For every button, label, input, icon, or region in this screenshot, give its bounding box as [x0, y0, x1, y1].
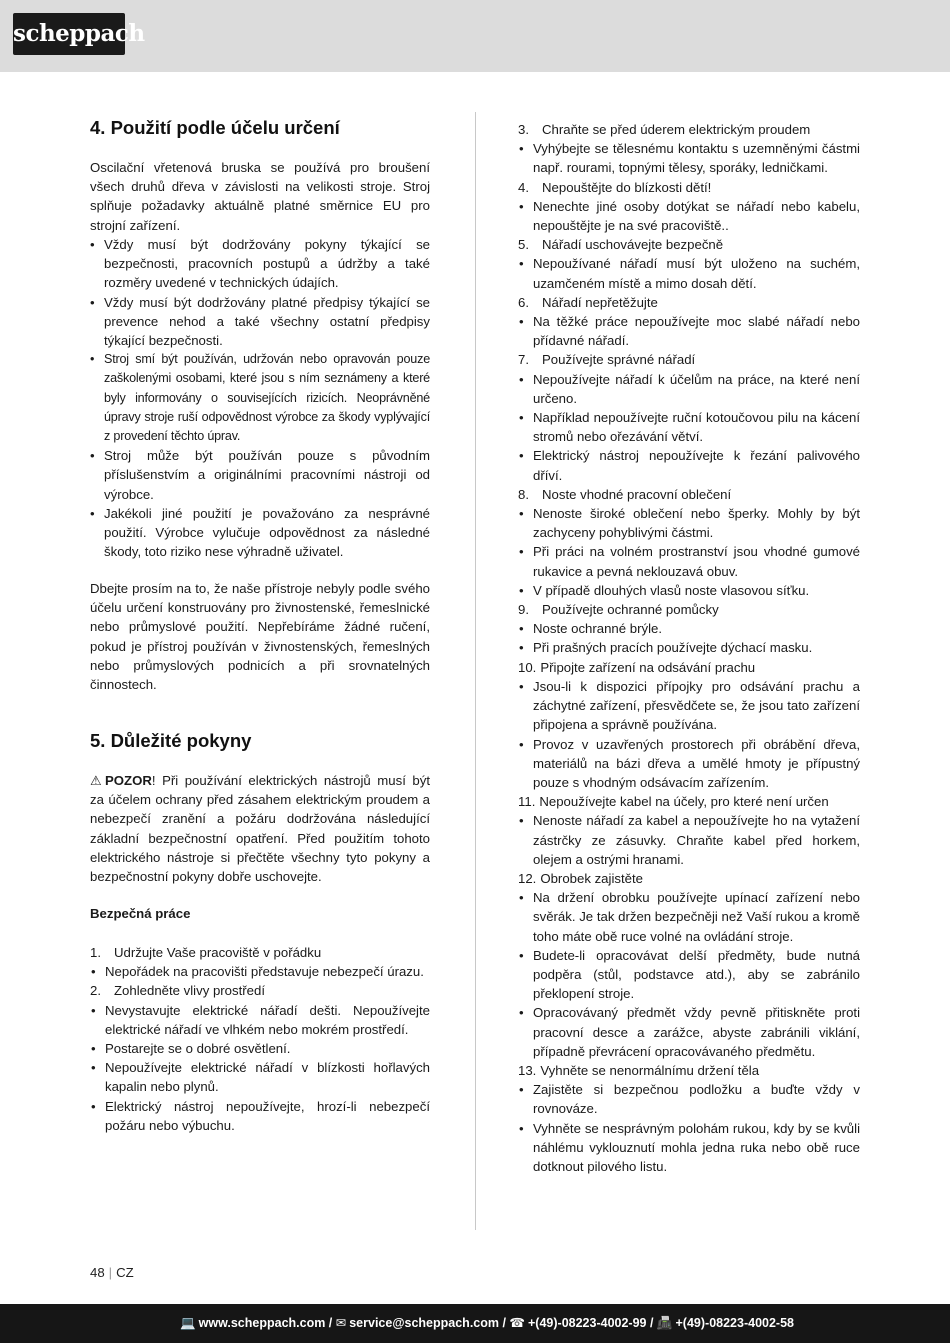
item-text: Nepouštějte do blízkosti dětí! — [542, 179, 712, 195]
fax-number: +(49)-08223-4002-58 — [675, 1316, 794, 1330]
list-item: • Nenoste nářadí za kabel a nepoužívejte ho na vytažení zástrčky ze zásuvky. Chraňte kabel před horkem, olejem a ostrými hranami. — [518, 811, 860, 869]
section-5-title: 5. Důležité pokyny — [90, 730, 252, 751]
list-item: • Na držení obrobku používejte upínací zařízení nebo svěrák. Je tak držen bezpečněji než Vaší rukou a kromě toho máte obě ruce volné na ovládání stroje. — [518, 888, 860, 946]
item-number: 6. — [518, 294, 529, 310]
list-item: • Například nepoužívejte ruční kotoučovou pilu na kácení stromů nebo ořezávání větví. — [518, 408, 860, 446]
numbered-heading — [518, 792, 860, 811]
item-number: 13. — [518, 1062, 537, 1078]
separator: / — [646, 1316, 657, 1330]
phone-number: +(49)-08223-4002-99 — [528, 1316, 647, 1330]
laptop-icon: 💻 — [180, 1316, 196, 1330]
list-item: • Nevystavujte elektrické nářadí dešti. Nepoužívejte elektrické nářadí ve vlhkém nebo mokrém prostředí. — [90, 1001, 430, 1039]
item-text: Používejte správné nářadí — [542, 352, 696, 368]
safety-list-right — [518, 120, 860, 1176]
numbered-heading — [518, 485, 860, 504]
email-link[interactable]: service@scheppach.com — [349, 1316, 499, 1330]
section-4-closing: Dbejte prosím na to, že naše přístroje nebyly podle svého účelu určení konstruovány pro živnostenské, řemeslnické nebo průmyslové použití. Nepřebíráme žádné ručení, pokud je přístroj používán v živnostenských, řemeslných nebo průmyslových podnicích a při srovnatelných činnostech. — [90, 581, 430, 693]
item-text: Nepoužívejte kabel na účely, pro které není určen — [539, 794, 829, 810]
section-4-intro: Oscilační vřetenová bruska se používá pro broušení všech druhů dřeva v závislosti na velikosti stroje. Stroj splňuje požadavky aktuálně platné směrnice EU pro strojní zařízení. — [90, 160, 430, 233]
item-text: Udržujte Vaše pracoviště v pořádku — [114, 945, 322, 960]
list-item: • Při práci na volném prostranství jsou vhodné gumové rukavice a pevná neklouzavá obuv. — [518, 542, 860, 580]
item-text: Nářadí nepřetěžujte — [542, 294, 658, 310]
list-item: • Budete-li opracovávat delší předměty, bude nutná podpěra (stůl, podstavce atd.), aby se zabránilo překlopení stroje. — [518, 946, 860, 1004]
warning-label: POZOR — [105, 773, 152, 788]
list-item: • Jsou-li k dispozici přípojky pro odsávání prachu a záchytné zařízení, přesvědčete se, že jsou tato zařízení připojena a správně používána. — [518, 677, 860, 735]
warning-text: ! Při používání elektrických nástrojů musí být za účelem ochrany před zásahem elektrickým proudem a nebezpečí zranění a požáru dodržována následující základní bezpečnostní opatření. Před použitím tohoto elektrického nástroje si přečtěte všechny tyto pokyny a bezpečnostní pokyny dobře uschovejte. — [90, 773, 430, 885]
numbered-heading — [518, 120, 860, 139]
scheppach-logo: scheppach — [13, 13, 125, 55]
list-item: • Stroj smí být používán, udržován nebo opravován pouze zaškolenými osobami, které jsou s ním seznámeny a které byly informovány o souvisejících rizicích. Neoprávněné úpravy stroje ruší odpovědnost výrobce za škody vyplývající z provedení těchto úprav. — [90, 350, 430, 446]
envelope-icon: ✉ — [335, 1316, 347, 1330]
header-band — [0, 0, 950, 72]
list-item: • Opracovávaný předmět vždy pevně přitiskněte proti pracovní desce a zarážce, abyste zabránili viklání, případně převrácení opracovávaného předmětu. — [518, 1003, 860, 1061]
item-text: Zohledněte vlivy prostředí — [114, 983, 265, 999]
item-number: 9. — [518, 602, 529, 618]
numbered-heading — [518, 350, 860, 369]
list-item: • Nepoužívejte nářadí k účelům na práce, na které není určeno. — [518, 370, 860, 408]
phone-icon: ☎ — [509, 1316, 525, 1330]
numbered-heading — [90, 943, 430, 962]
item-number: 5. — [518, 237, 529, 253]
item-number: 12. — [518, 870, 537, 886]
list-item: • Vyhýbejte se tělesnému kontaktu s uzemněnými částmi např. rourami, topnými tělesy, sporáky, ledničkami. — [518, 139, 860, 177]
list-item: • Noste ochranné brýle. — [518, 619, 860, 638]
bezpecna-prace-heading: Bezpečná práce — [90, 906, 191, 921]
list-item: • Elektrický nástroj nepoužívejte, hrozí-li nebezpečí požáru nebo výbuchu. — [90, 1097, 430, 1135]
list-item: • Při prašných pracích používejte dýchací masku. — [518, 638, 860, 657]
item-number: 11. — [518, 794, 536, 810]
numbered-heading — [518, 1061, 860, 1080]
section-4-bullets — [90, 235, 430, 561]
list-item: • Postarejte se o dobré osvětlení. — [90, 1039, 430, 1058]
list-item: • Elektrický nástroj nepoužívejte k řezání palivového dříví. — [518, 446, 860, 484]
item-number: 8. — [518, 486, 529, 502]
page-number — [90, 1265, 134, 1280]
item-text: Vyhněte se nenormálnímu držení těla — [540, 1062, 760, 1078]
item-text: Používejte ochranné pomůcky — [542, 602, 719, 618]
list-item: • V případě dlouhých vlasů noste vlasovou síťku. — [518, 581, 860, 600]
list-item: • Provoz v uzavřených prostorech při obrábění dřeva, materiálů na bázi dřeva a umělé hmoty je přípustný pouze s vhodným odsávacím zařízením. — [518, 735, 860, 793]
item-text: Obrobek zajistěte — [540, 870, 643, 886]
numbered-heading — [90, 981, 430, 1000]
list-item: • Vyhněte se nesprávným polohám rukou, kdy by se kvůli náhlému vyklouznutí mohla jedna ruka nebo obě ruce dotknout pilového listu. — [518, 1119, 860, 1177]
list-item: • Zajistěte si bezpečnou podložku a buďte vždy v rovnováze. — [518, 1080, 860, 1118]
numbered-heading — [518, 869, 860, 888]
website-link[interactable]: www.scheppach.com — [198, 1316, 326, 1330]
list-item: • Stroj může být používán pouze s původním příslušenstvím a originálními pracovními nástroji od výrobce. — [90, 446, 430, 504]
numbered-heading — [518, 293, 860, 312]
list-item: • Nenoste široké oblečení nebo šperky. Mohly by být zachyceny pohyblivými částmi. — [518, 504, 860, 542]
separator: / — [499, 1316, 510, 1330]
warning-paragraph — [90, 771, 430, 886]
safety-list-left — [90, 943, 430, 1135]
item-text: Připojte zařízení na odsávání prachu — [540, 659, 756, 675]
numbered-heading — [518, 600, 860, 619]
contact-bar — [0, 1304, 950, 1343]
list-item: • Nepoužívané nářadí musí být uloženo na suchém, uzamčeném místě a mimo dosah dětí. — [518, 254, 860, 292]
fax-icon: 📠 — [656, 1316, 673, 1330]
numbered-heading — [518, 658, 860, 677]
item-number: 3. — [518, 122, 529, 137]
item-number: 10. — [518, 659, 537, 675]
list-item: • Na těžké práce nepoužívejte moc slabé nářadí nebo přídavné nářadí. — [518, 312, 860, 350]
list-item: • Nenechte jiné osoby dotýkat se nářadí nebo kabelu, nepouštějte je na své pracoviště.. — [518, 197, 860, 235]
item-number: 1. — [90, 945, 101, 960]
item-number: 4. — [518, 179, 529, 195]
page-number-value: 48 — [90, 1265, 105, 1280]
list-item: • Nepořádek na pracovišti představuje nebezpečí úrazu. — [90, 962, 430, 981]
list-item: • Vždy musí být dodržovány platné předpisy týkající se prevence nehod a také všechny ostatní předpisy týkající bezpečnosti. — [90, 293, 430, 351]
item-text: Chraňte se před úderem elektrickým proudem — [542, 122, 811, 137]
column-divider — [475, 112, 476, 1230]
list-item: • Vždy musí být dodržovány pokyny týkající se bezpečnosti, pracovních postupů a údržby a také rozměry uvedené v technických údajích. — [90, 235, 430, 293]
separator: / — [325, 1316, 336, 1330]
page-separator: | — [108, 1265, 113, 1280]
list-item: • Jakékoli jiné použití je považováno za nesprávné použití. Výrobce vylučuje odpovědnost za následné škody, toto riziko nese výhradně uživatel. — [90, 504, 430, 562]
item-number: 2. — [90, 983, 101, 999]
numbered-heading — [518, 178, 860, 197]
page-language: CZ — [116, 1265, 134, 1280]
item-text: Nářadí uschovávejte bezpečně — [542, 237, 724, 253]
numbered-heading — [518, 235, 860, 254]
item-text: Noste vhodné pracovní oblečení — [542, 486, 732, 502]
item-number: 7. — [518, 352, 529, 368]
warning-triangle-icon: ⚠ — [90, 773, 102, 788]
section-4-title: 4. Použití podle účelu určení — [90, 117, 340, 138]
list-item: • Nepoužívejte elektrické nářadí v blízkosti hořlavých kapalin nebo plynů. — [90, 1058, 430, 1096]
